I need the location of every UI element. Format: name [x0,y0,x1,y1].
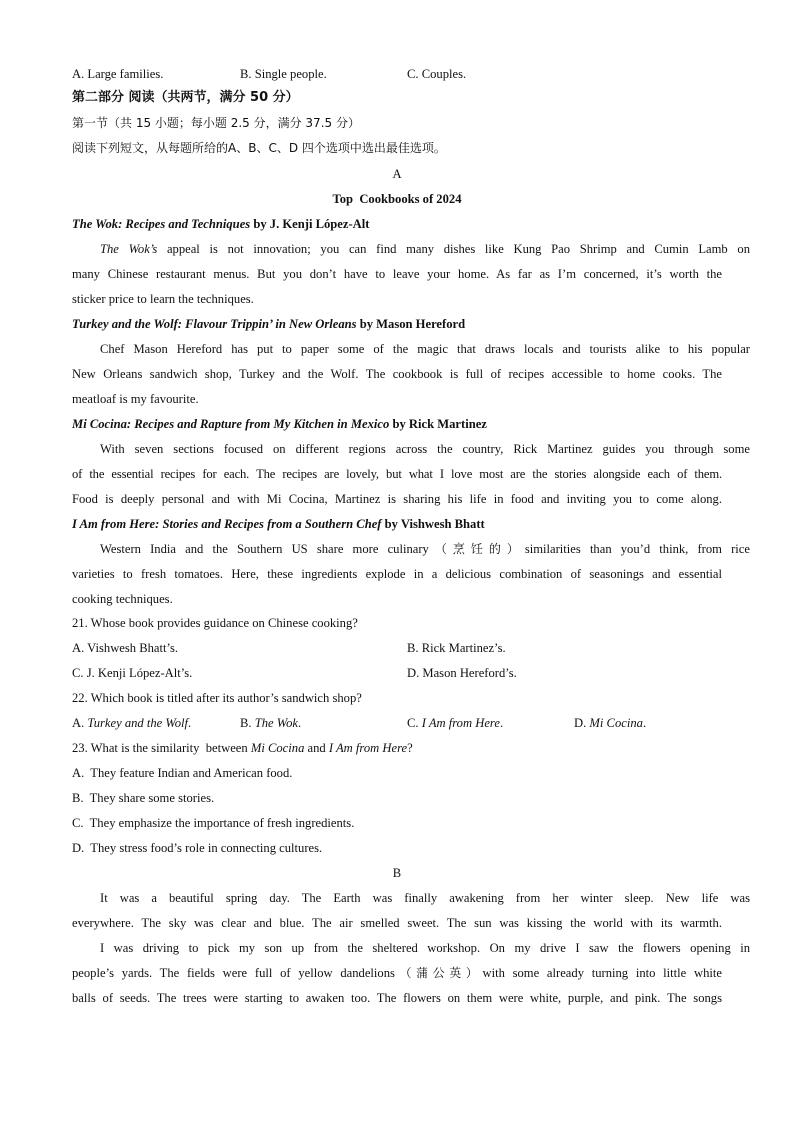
q20-option-c: C. Couples. [407,67,467,81]
book-title-italic: Mi Cocina: Recipes and Rapture from My Kitchen in Mexico [72,417,390,431]
passage-a-title: Top Cookbooks of 2024 [332,192,462,206]
q22-option-b [240,715,301,731]
option-letter: C. [407,716,422,730]
stem-text: and [304,741,329,755]
q23-option-a: A. They feature Indian and American food. [72,766,293,780]
q21-option-a: A. Vishwesh Bhatt’s. [72,641,179,655]
stem-italic: Mi Cocina [250,741,305,755]
option-end: . [642,716,647,730]
passage-a-label: A [392,167,402,181]
book-title-mi-cocina [72,416,722,432]
book-desc-line [72,241,750,257]
q22-option-a [72,715,191,731]
passage-b-line: balls of seeds. The trees were starting to awaken too. The flowers on them were white, purple, and pink. The songs [72,991,722,1005]
inline-italic: The Wok’s [100,242,158,256]
q23-option-b: B. They share some stories. [72,791,215,805]
q22-option-d [574,715,646,731]
q23-stem [72,740,722,756]
passage-b-line: I was driving to pick my son up from the sheltered workshop. On my drive I saw the flowers opening in [100,941,750,955]
q23-option-c: C. They emphasize the importance of fresh ingredients. [72,816,355,830]
book-author: by J. Kenji López-Alt [250,217,370,231]
stem-text: ? [407,741,413,755]
book-desc-line: meatloaf is my favourite. [72,392,199,406]
option-end: . [499,716,504,730]
section1-heading: 第一节（共 15 小题；每小题 2.5 分，满分 37.5 分） [72,116,360,130]
book-title-turkey-and-the-wolf [72,316,722,332]
book-desc-line: varieties to fresh tomatoes. Here, these ingredients explode in a delicious combination of seasonings and essential [72,567,722,581]
book-desc-line: many Chinese restaurant menus. But you don’t have to leave your home. As far as I’m concerned, it’s worth the [72,267,722,281]
q21-option-d: D. Mason Hereford’s. [407,666,517,680]
option-end: . [297,716,302,730]
q21-option-c: C. J. Kenji López-Alt’s. [72,666,193,680]
book-desc-line: With seven sections focused on different regions across the country, Rick Martinez guides you through some [100,442,750,456]
book-desc-line: Food is deeply personal and with Mi Cocina, Martinez is sharing his life in food and inviting you to come along. [72,492,722,506]
book-desc-line: Chef Mason Hereford has put to paper some of the magic that draws locals and tourists alike to his popular [100,342,750,356]
q20-option-a: A. Large families. [72,67,164,81]
q23-option-d: D. They stress food’s role in connecting cultures. [72,841,323,855]
option-letter: B. [240,716,255,730]
book-desc-line: cooking techniques. [72,592,173,606]
line-text: Western India and the Southern US share more culinary [100,542,429,556]
q21-option-b: B. Rick Martinez’s. [407,641,506,655]
chinese-gloss: （烹饪的） [428,542,525,556]
passage-b-line [72,965,722,981]
book-title-italic: I Am from Here: Stories and Recipes from a Southern Chef [72,517,382,531]
line-text: similarities than you’d think, from rice [524,542,750,556]
option-italic: Mi Cocina [589,716,643,730]
passage-b-line: It was a beautiful spring day. The Earth was finally awakening from her winter sleep. New life was [100,891,750,905]
part2-heading: 第二部分 阅读（共两节，满分 50 分） [72,90,299,105]
instruction: 阅读下列短文，从每题所给的A、B、C、D 四个选项中选出最佳选项。 [72,141,446,155]
option-letter: A. [72,716,88,730]
book-desc-line [72,541,750,557]
book-title-i-am-from-here [72,516,722,532]
chinese-gloss: （蒲公英） [394,966,483,980]
book-desc-line: New Orleans sandwich shop, Turkey and the Wolf. The cookbook is full of recipes accessible to home cooks. The [72,367,722,381]
book-author: by Rick Martinez [389,417,487,431]
line-text: appeal is not innovation; you can find many dishes like Kung Pao Shrimp and Cumin Lamb on [157,242,750,256]
passage-b-label: B [392,866,402,880]
q22-stem: 22. Which book is titled after its author’s sandwich shop? [72,691,362,705]
book-desc-line: of the essential recipes for each. The recipes are lovely, but what I love most are the stories alongside each of them. [72,467,722,481]
q21-stem: 21. Whose book provides guidance on Chinese cooking? [72,616,358,630]
line-text: with some already turning into little white [482,966,722,980]
book-title-the-wok [72,216,722,232]
stem-italic: I Am from Here [328,741,408,755]
option-italic: Turkey and the Wolf [87,716,189,730]
q22-option-c [407,715,503,731]
option-italic: I Am from Here [421,716,500,730]
book-author: by Vishwesh Bhatt [381,517,485,531]
option-letter: D. [574,716,590,730]
option-end: . [188,716,192,730]
book-desc-line: sticker price to learn the techniques. [72,292,254,306]
book-title-italic: Turkey and the Wolf: Flavour Trippin’ in New Orleans [72,317,357,331]
q20-option-b: B. Single people. [240,67,327,81]
option-italic: The Wok [254,716,298,730]
book-author: by Mason Hereford [356,317,466,331]
line-text: people’s yards. The fields were full of yellow dandelions [72,966,395,980]
stem-text: 23. What is the similarity between [72,741,251,755]
passage-b-line: everywhere. The sky was clear and blue. The air smelled sweet. The sun was kissing the world with its warmth. [72,916,722,930]
book-title-italic: The Wok: Recipes and Techniques [72,217,251,231]
